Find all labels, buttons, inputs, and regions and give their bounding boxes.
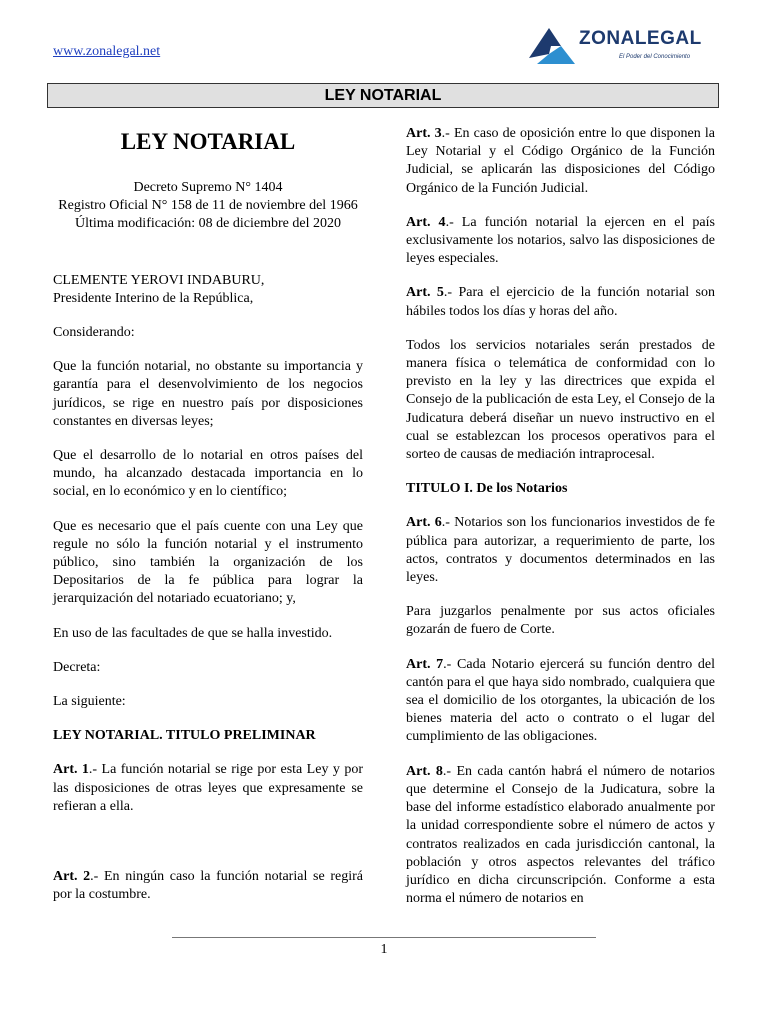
signer-name: CLEMENTE YEROVI INDABURU,	[53, 272, 265, 288]
article-label: Art. 1	[53, 762, 89, 778]
section-heading: LEY NOTARIAL. TITULO PRELIMINAR	[53, 728, 316, 744]
banner-title: LEY NOTARIAL	[47, 83, 719, 108]
article-4	[406, 214, 715, 269]
website-link[interactable]: www.zonalegal.net	[53, 44, 161, 59]
logo-wordmark: ZONALEGAL	[579, 28, 702, 49]
siguiente-label: La siguiente:	[53, 694, 126, 710]
footer-divider	[172, 937, 596, 938]
document-title: LEY NOTARIAL	[120, 129, 296, 154]
article-text: .- En cada cantón habrá el número de notarios que determine el Consejo de la Judicatura, sobre la base del informe estadístico elaborado anualmente por la unidad correspondiente sobre el número de actos y contratos realizados en cada jurisdicción cantonal, la población y otros aspectos relevantes del tráfico jurídico en dicha circunscripción. Conforme a esta norma el número de notarios en	[406, 763, 715, 907]
article-label: Art. 3	[406, 126, 442, 141]
modificacion-line: Última modificación: 08 de diciembre del 2020	[75, 216, 341, 232]
article-text: .- La función notarial la ejercen en el país exclusivamente los notarios, salvo las disposiciones de leyes especiales.	[406, 214, 715, 267]
article-2	[53, 868, 363, 904]
page-number: 1	[380, 942, 388, 957]
paragraph: Que es necesario que el país cuente con una Ley que regule no sólo la función notarial y el instrumento público, sino también la organización de los Depositarios de la fe pública para lograr la jerarquización del notariado ecuatoriano; y,	[53, 518, 363, 607]
article-label: Art. 7	[406, 656, 444, 672]
article-5	[406, 284, 715, 320]
article-3	[406, 125, 715, 198]
logo-tagline: El Poder del Conocimiento	[619, 54, 691, 60]
signer-block	[53, 272, 363, 308]
article-label: Art. 2	[53, 869, 91, 885]
decree-line: Decreto Supremo N° 1404	[133, 180, 283, 195]
article-label: Art. 5	[406, 285, 444, 301]
article-text: .- En caso de oposición entre lo que disponen la Ley Notarial y el Código Orgánico de la Función Judicial, se aplicarán las disposiciones del Código Orgánico de la Función Judicial.	[406, 126, 715, 196]
article-text: .- Notarios son los funcionarios investidos de fe pública para autorizar, a requerimiento de parte, los actos, contratos y documentos determinados en las leyes.	[406, 515, 715, 586]
article-text: .- En ningún caso la función notarial se regirá por la costumbre.	[53, 869, 363, 903]
logo-mark-icon	[527, 24, 577, 74]
article-text: .- La función notarial se rige por esta Ley y por las disposiciones de otras leyes que expresamente se refieran a ella.	[53, 762, 363, 814]
article-text: .- Para el ejercicio de la función notarial son hábiles todos los días y horas del año.	[406, 285, 715, 319]
article-text: .- Cada Notario ejercerá su función dentro del cantón para el que haya sido nombrado, cualquiera que sea el domicilio de los otorgantes, la ubicación de los bienes materia del acto o contrato o el lugar del cumplimiento de las obligaciones.	[406, 656, 715, 745]
considerando-label: Considerando:	[53, 325, 135, 341]
signer-role: Presidente Interino de la República,	[53, 290, 254, 306]
article-label: Art. 6	[406, 515, 442, 531]
article-1	[53, 761, 363, 816]
right-column	[406, 125, 715, 924]
article-7	[406, 656, 715, 747]
paragraph: Para juzgarlos penalmente por sus actos oficiales gozarán de fuero de Corte.	[406, 604, 715, 638]
paragraph: Que el desarrollo de lo notarial en otros países del mundo, ha alcanzado destacada importancia en lo social, en lo económico y en lo científico;	[53, 448, 363, 500]
article-label: Art. 8	[406, 763, 443, 779]
paragraph: Todos los servicios notariales serán prestados de manera física o telemática de conformidad con lo previsto en la ley y las directrices que expida el Consejo de la publicación de esta Ley, el Consejo de la Judicatura deberá diseñar un nuevo instructivo en el cual se establezcan los procesos operativos para el sorteo de causas de mediación intraprocesal.	[406, 337, 715, 463]
titulo-heading: TITULO I. De los Notarios	[406, 481, 568, 497]
article-label: Art. 4	[406, 214, 446, 230]
zonalegal-logo	[527, 24, 717, 74]
decreta-label: Decreta:	[53, 659, 101, 675]
article-6	[406, 514, 715, 587]
paragraph: En uso de las facultades de que se halla investido.	[53, 625, 333, 641]
left-column	[53, 125, 363, 920]
decree-info	[53, 179, 363, 234]
registro-line: Registro Oficial N° 158 de 11 de noviembre del 1966	[58, 198, 358, 214]
article-8	[406, 763, 715, 909]
paragraph: Que la función notarial, no obstante su importancia y garantía para el desenvolvimiento de los negocios jurídicos, se rige en nuestro país por disposiciones constantes en diversas leyes;	[53, 359, 363, 429]
